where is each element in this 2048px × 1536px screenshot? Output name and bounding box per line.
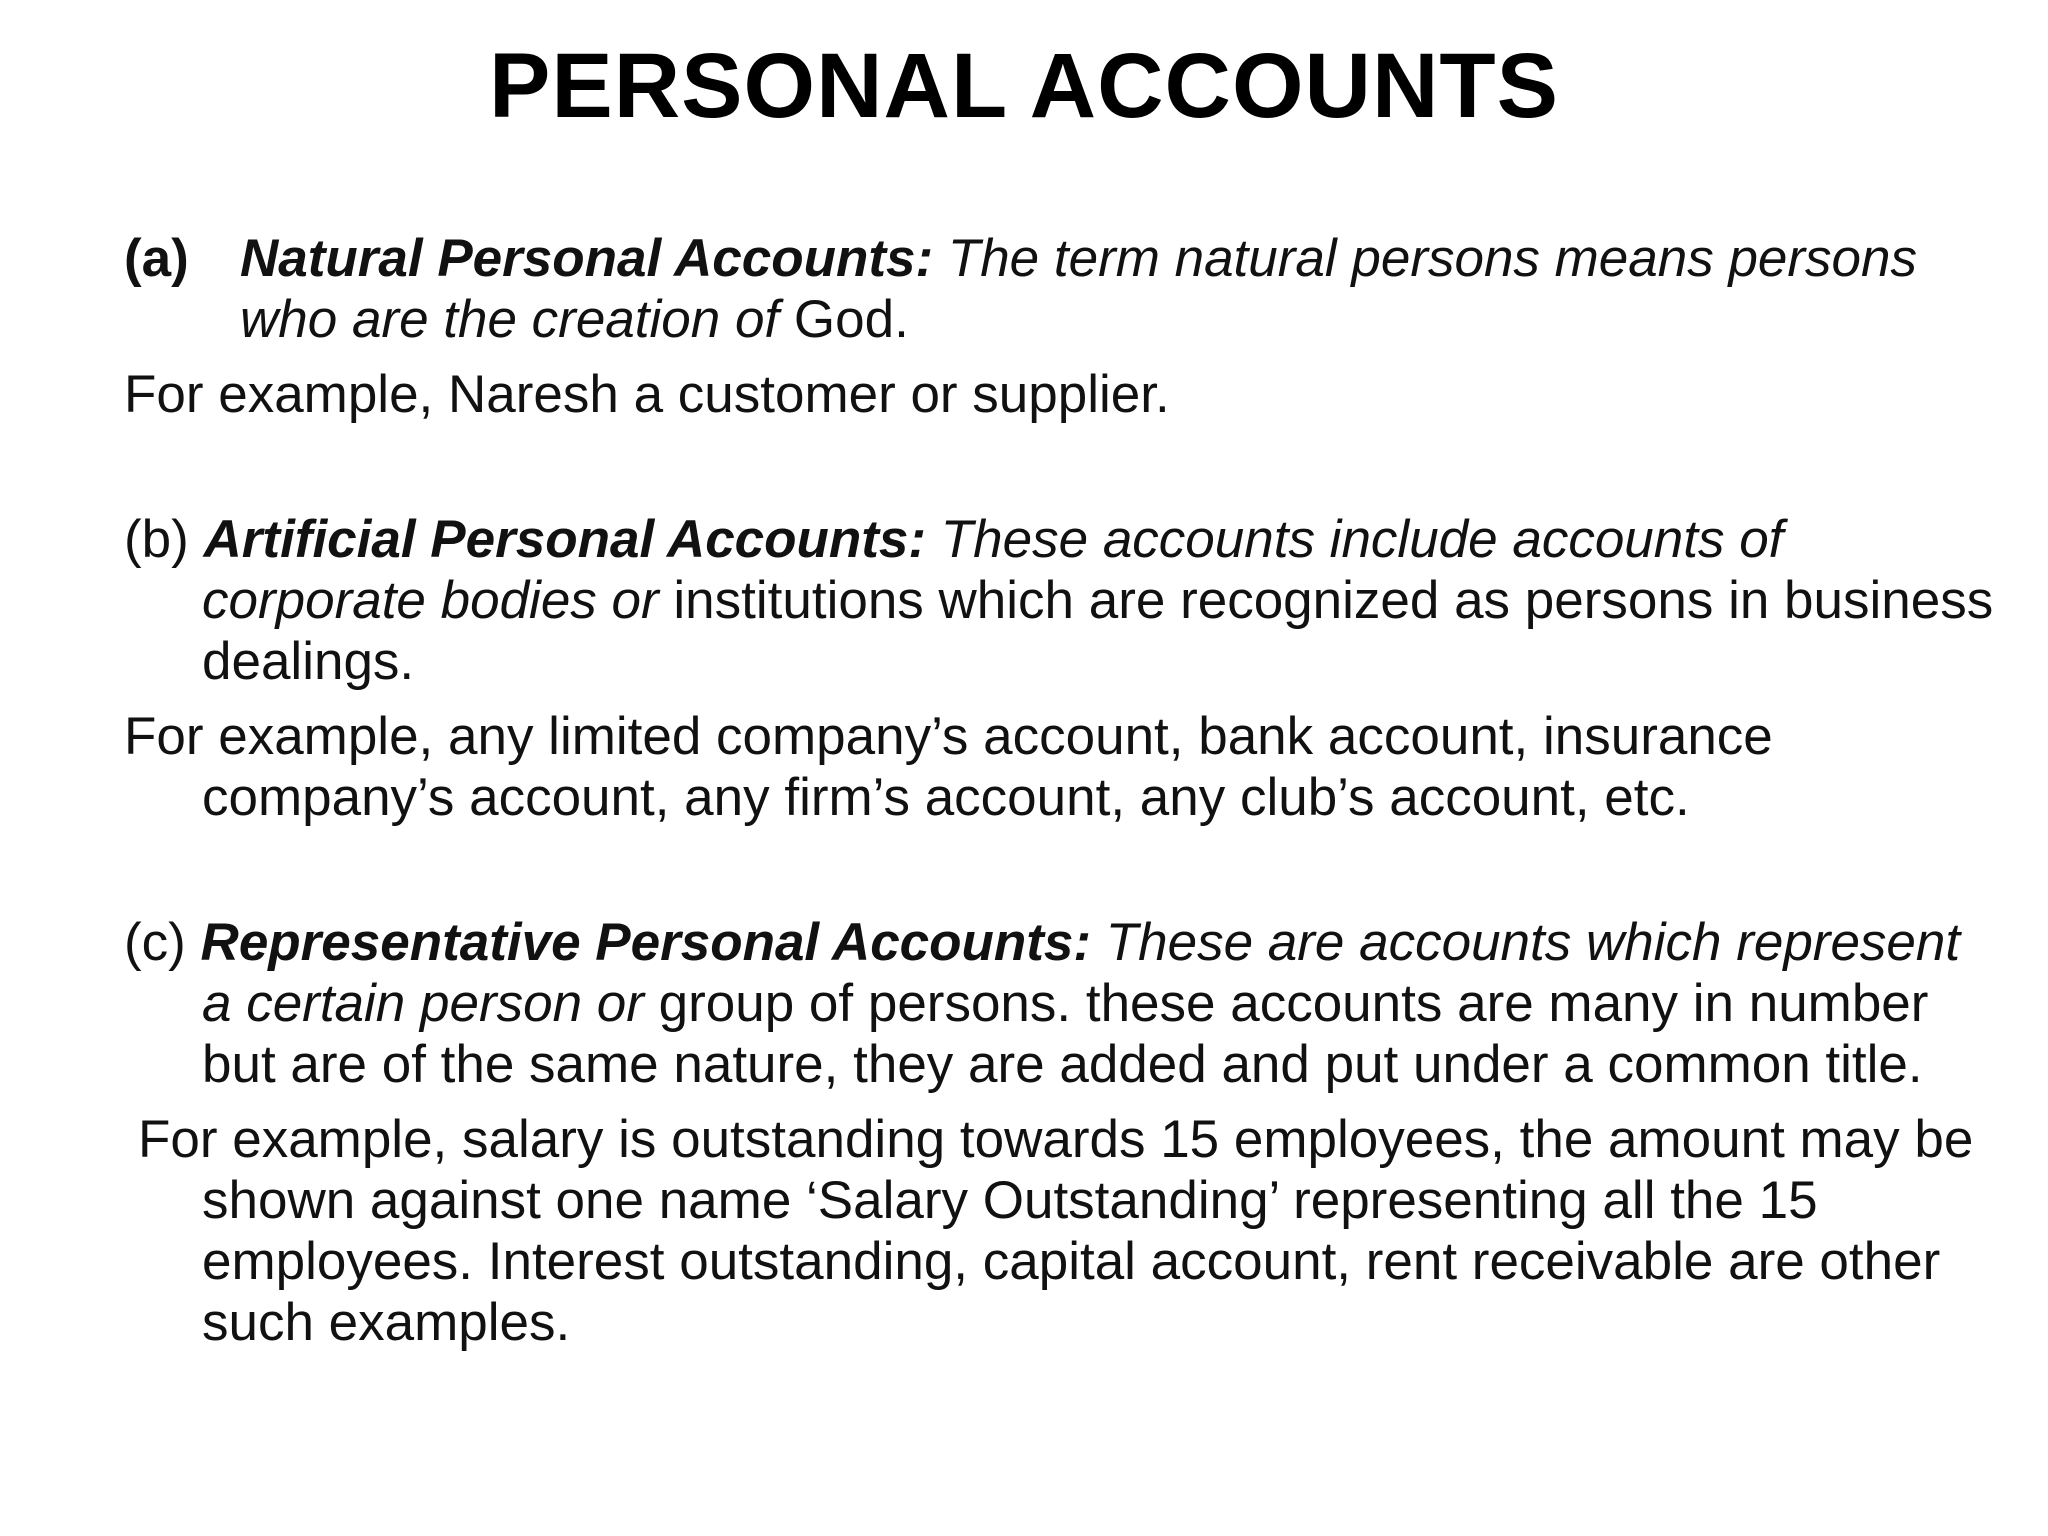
section-b-definition [124, 509, 2004, 692]
section-a-term: Natural Personal Accounts: [240, 229, 934, 288]
section-a-italic-text: The term natural persons means persons who are the creation of [240, 229, 1918, 349]
slide-content [124, 228, 2004, 1353]
section-b-italic-text: These accounts include accounts of corporate bodies or [202, 510, 1784, 630]
section-c-italic-text: These are accounts which represent a certain person or [202, 913, 1961, 1033]
section-b-marker: (b) [124, 510, 189, 569]
section-a-example: For example, Naresh a customer or supplier. [124, 365, 1170, 424]
section-b-example: For example, any limited company’s account, bank account, insurance company’s account, any firm’s account, any club’s account, etc. [124, 707, 1773, 827]
section-a-definition [124, 228, 2004, 350]
section-a-plain-text: God. [779, 290, 909, 349]
slide-title: PERSONAL ACCOUNTS [489, 35, 1559, 137]
section-c-definition [124, 912, 2004, 1095]
section-c-term: Representative Personal Accounts: [200, 913, 1092, 972]
section-b-term: Artificial Personal Accounts: [203, 510, 927, 569]
section-c-plain-text: group of persons. these accounts are many in number but are of the same nature, they are added and put under a common title. [202, 974, 1929, 1094]
section-b-plain-text: institutions which are recognized as persons in business dealings. [202, 571, 1994, 691]
section-c-example: For example, salary is outstanding towards 15 employees, the amount may be shown against one name ‘Salary Outstanding’ representing all the 15 employees. Interest outstanding, capital account, rent receivable are other such examples. [138, 1110, 1974, 1352]
section-c-marker: (c) [124, 913, 186, 972]
section-a-marker: (a) [124, 229, 189, 288]
